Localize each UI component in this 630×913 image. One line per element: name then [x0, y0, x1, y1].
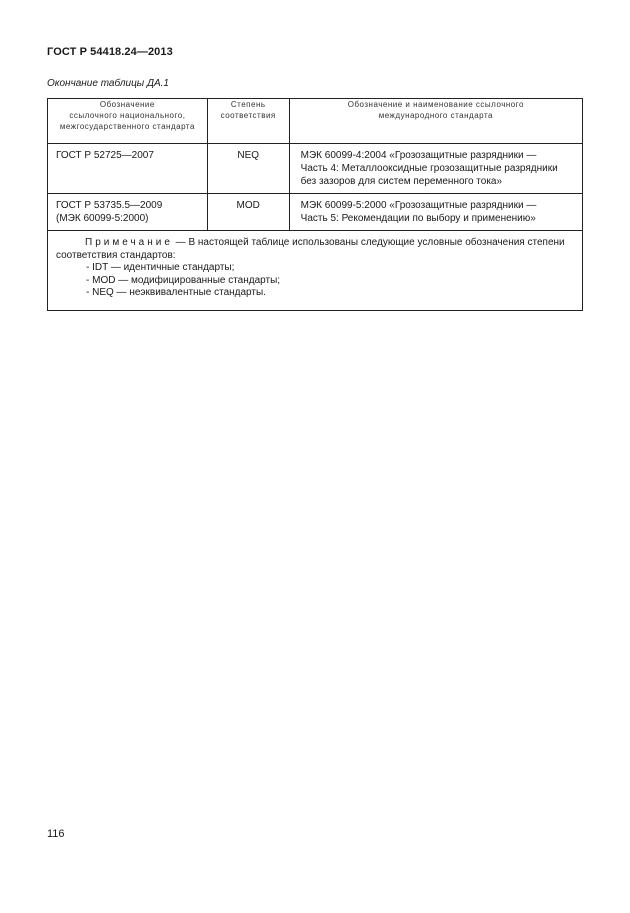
page-number: 116	[47, 828, 65, 840]
international-standard-cell: МЭК 60099-4:2004 «Грозозащитные разрядники — Часть 4: Металлооксидные грозозащитные разрядники без зазоров для систем переменного тока»	[289, 144, 582, 194]
table-note-row	[48, 231, 583, 311]
column-header-national: Обозначение ссылочного национального, межгосударственного стандарта	[48, 99, 208, 144]
table-header-row	[48, 99, 583, 144]
column-header-degree: Степень соответствия	[207, 99, 289, 144]
note-text-second: соответствия стандартов:	[56, 249, 176, 261]
note-text-first: — В настоящей таблице использованы следующие условные обозначения степени	[172, 237, 565, 248]
document-header: ГОСТ Р 54418.24—2013	[47, 46, 173, 58]
table-note	[48, 231, 583, 311]
note-label: Примечание	[85, 237, 173, 248]
national-standard-cell: ГОСТ Р 53735.5—2009 (МЭК 60099-5:2000)	[48, 194, 208, 231]
degree-cell: NEQ	[207, 144, 289, 194]
table-row	[48, 144, 583, 194]
column-header-international: Обозначение и наименование ссылочного международного стандарта	[289, 99, 582, 144]
reference-standards-table	[47, 98, 583, 311]
international-standard-cell: МЭК 60099-5:2000 «Грозозащитные разрядники — Часть 5: Рекомендации по выбору и применению»	[289, 194, 582, 231]
table-row	[48, 194, 583, 231]
national-standard-cell: ГОСТ Р 52725—2007	[48, 144, 208, 194]
note-item-idt: - IDT — идентичные стандарты;	[86, 262, 235, 273]
table-caption: Окончание таблицы ДА.1	[47, 78, 169, 89]
note-item-neq: - NEQ — неэквивалентные стандарты.	[86, 287, 266, 298]
degree-cell: MOD	[207, 194, 289, 231]
note-item-mod: - MOD — модифицированные стандарты;	[86, 274, 281, 286]
